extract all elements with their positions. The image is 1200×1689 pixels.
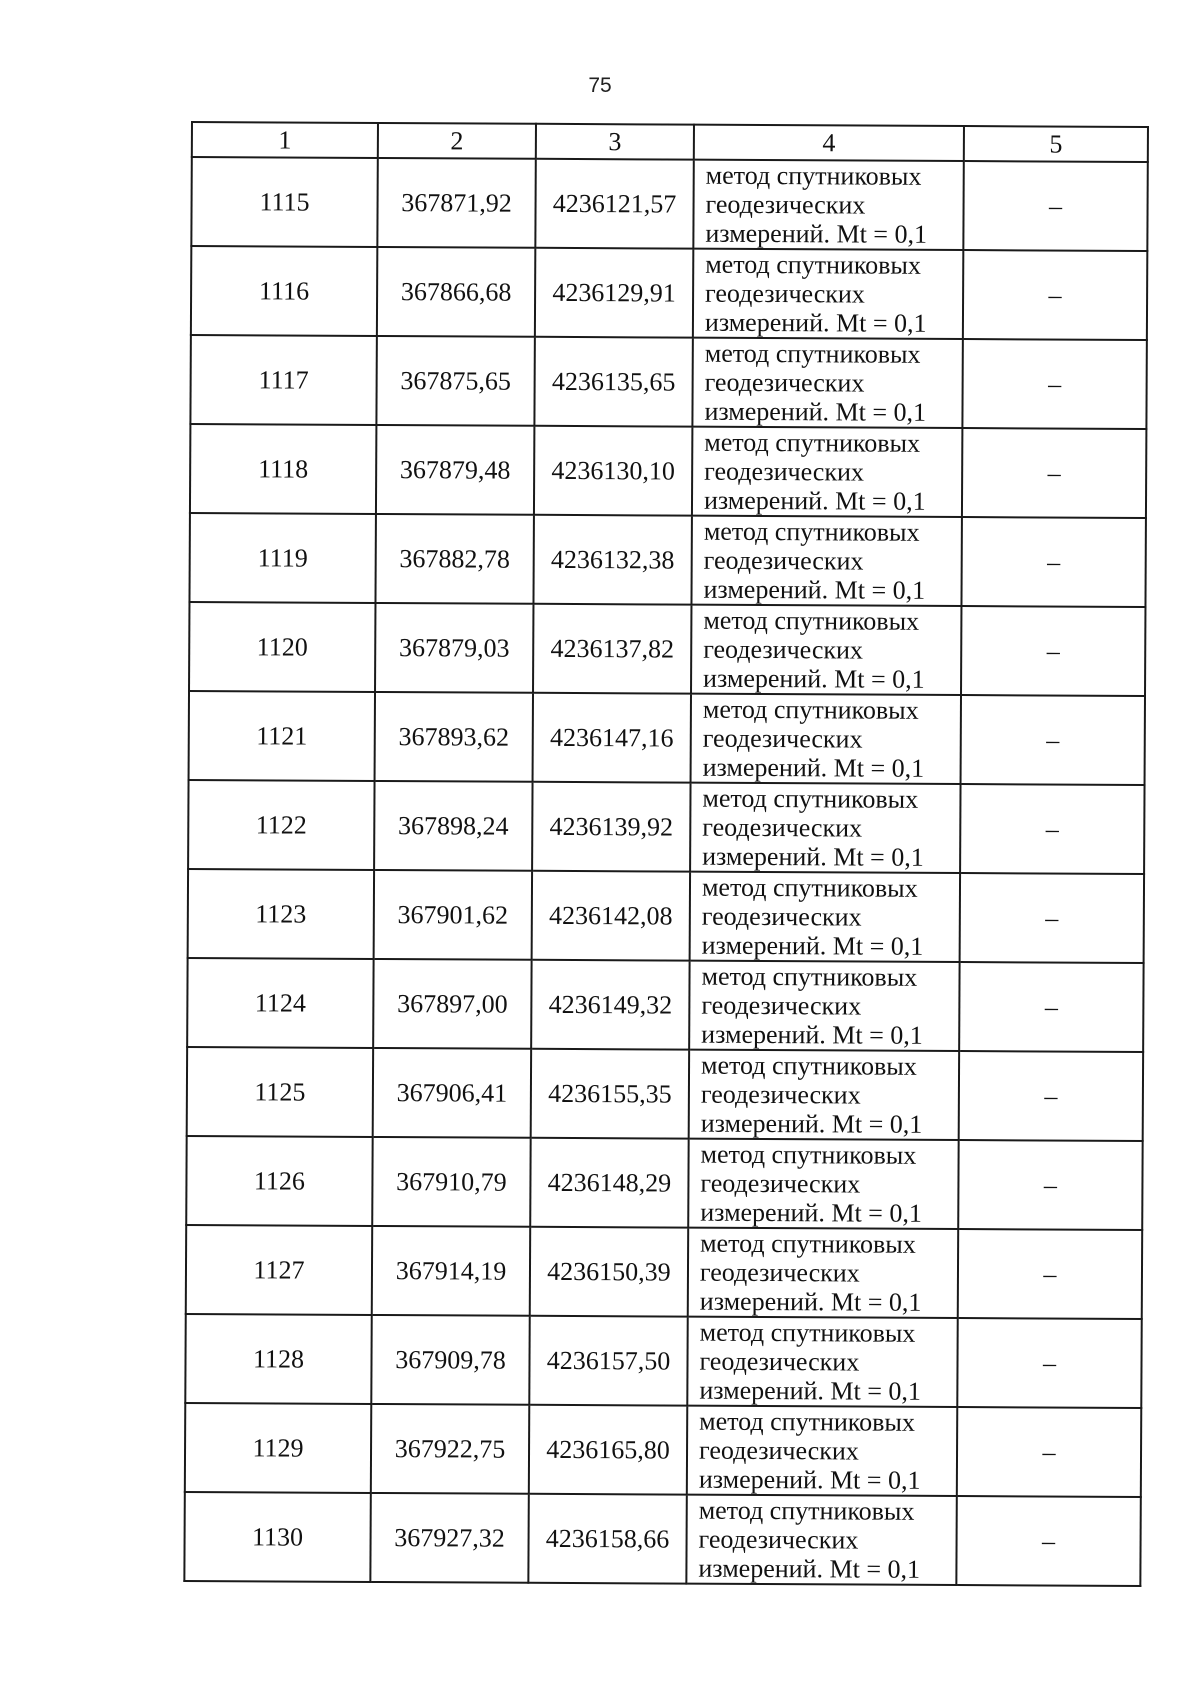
x-coordinate-cell: 367906,41 [373,1048,531,1138]
method-cell [691,516,961,606]
method-line: геодезических [703,545,864,576]
method-line: измерений. Mt = 0,1 [704,307,927,338]
table-row [189,691,1145,785]
x-coordinate-cell: 367882,78 [375,514,533,604]
point-number-cell: 1116 [191,246,377,336]
method-cell [691,605,961,695]
method-line: метод спутниковых [703,605,920,636]
y-coordinate-cell: 4236147,16 [533,693,691,783]
note-cell: – [961,695,1145,785]
table-row [185,1314,1141,1408]
point-number-cell: 1126 [186,1136,372,1226]
y-coordinate-cell: 4236139,92 [532,782,690,872]
point-number-cell: 1125 [187,1047,373,1137]
point-number-cell: 1121 [189,691,375,781]
table-row [187,958,1143,1052]
point-number-cell: 1124 [187,958,373,1048]
table-row [190,335,1146,429]
point-number-cell: 1127 [186,1225,372,1315]
method-line: измерений. Mt = 0,1 [698,1464,921,1495]
y-coordinate-cell: 4236130,10 [534,426,692,516]
note-cell: – [961,606,1145,696]
method-cell [688,1228,958,1318]
method-line: измерений. Mt = 0,1 [702,752,925,783]
point-number-cell: 1117 [190,335,376,425]
table-row [184,1492,1140,1586]
point-number-cell: 1115 [191,157,377,247]
y-coordinate-cell: 4236155,35 [531,1049,689,1139]
method-line: метод спутниковых [699,1317,916,1348]
table-row [189,602,1145,696]
method-line: геодезических [701,990,862,1021]
column-header-5: 5 [964,126,1148,162]
method-line: измерений. Mt = 0,1 [701,930,924,961]
y-coordinate-cell: 4236149,32 [531,960,689,1050]
note-cell: – [962,339,1146,429]
table-row [190,424,1146,518]
table-row [186,1136,1142,1230]
method-cell [692,427,962,517]
method-line: геодезических [698,1435,859,1466]
method-line: геодезических [699,1257,860,1288]
method-cell [693,249,963,339]
method-cell [687,1406,957,1496]
table-row [191,246,1147,340]
method-line: геодезических [700,1168,861,1199]
table-row [188,869,1144,963]
y-coordinate-cell: 4236121,57 [535,159,693,249]
table-row [188,780,1144,874]
method-line: измерений. Mt = 0,1 [703,485,926,516]
x-coordinate-cell: 367879,48 [376,425,534,515]
page-number: 75 [588,74,612,97]
method-line: метод спутниковых [702,694,919,725]
method-line: геодезических [699,1346,860,1377]
x-coordinate-cell: 367866,68 [377,247,535,337]
note-cell: – [961,517,1145,607]
x-coordinate-cell: 367927,32 [370,1493,528,1583]
note-cell: – [963,250,1147,340]
method-line: геодезических [702,812,863,843]
column-header-2: 2 [378,123,536,159]
method-line: геодезических [704,367,865,398]
method-cell [692,338,962,428]
method-line: геодезических [703,634,864,665]
method-cell [688,1139,958,1229]
coordinates-table [183,121,1149,1587]
method-line: метод спутниковых [702,783,919,814]
method-line: геодезических [705,189,866,220]
x-coordinate-cell: 367879,03 [375,603,533,693]
table-row [191,157,1147,251]
method-line: измерений. Mt = 0,1 [703,574,926,605]
x-coordinate-cell: 367922,75 [371,1404,529,1494]
y-coordinate-cell: 4236148,29 [530,1138,688,1228]
method-line: метод спутниковых [705,249,922,280]
method-cell [687,1317,957,1407]
x-coordinate-cell: 367871,92 [377,158,535,248]
method-line: геодезических [698,1524,859,1555]
y-coordinate-cell: 4236150,39 [530,1227,688,1317]
method-line: метод спутниковых [698,1495,915,1526]
point-number-cell: 1118 [190,424,376,514]
method-line: метод спутниковых [700,1228,916,1259]
method-cell [693,160,963,250]
point-number-cell: 1128 [185,1314,371,1404]
method-line: измерений. Mt = 0,1 [702,841,924,872]
point-number-cell: 1122 [188,780,374,870]
method-line: метод спутниковых [701,961,918,992]
column-header-1: 1 [192,122,378,158]
method-cell [690,783,960,873]
method-line: метод спутниковых [700,1139,917,1170]
note-cell: – [960,784,1144,874]
method-line: измерений. Mt = 0,1 [699,1286,922,1317]
x-coordinate-cell: 367893,62 [375,692,533,782]
y-coordinate-cell: 4236137,82 [533,604,691,694]
table-row [189,513,1145,607]
method-line: измерений. Mt = 0,1 [701,1019,923,1050]
method-line: измерений. Mt = 0,1 [699,1375,922,1406]
method-cell [689,1050,959,1140]
method-line: метод спутниковых [704,427,921,458]
table-row [185,1403,1141,1497]
note-cell: – [956,1496,1140,1586]
x-coordinate-cell: 367898,24 [374,781,532,871]
header-row [192,122,1148,162]
method-line: геодезических [705,278,865,309]
method-line: измерений. Mt = 0,1 [705,218,928,249]
x-coordinate-cell: 367875,65 [376,336,534,426]
y-coordinate-cell: 4236132,38 [533,515,691,605]
table-body [184,157,1147,1586]
x-coordinate-cell: 367909,78 [371,1315,529,1405]
y-coordinate-cell: 4236165,80 [529,1405,687,1495]
y-coordinate-cell: 4236158,66 [528,1494,686,1584]
column-header-3: 3 [536,124,694,160]
method-cell [691,694,961,784]
method-line: геодезических [700,1079,861,1110]
note-cell: – [962,428,1146,518]
column-header-4: 4 [694,125,964,161]
point-number-cell: 1119 [189,513,375,603]
method-line: метод спутниковых [705,160,922,191]
y-coordinate-cell: 4236142,08 [532,871,690,961]
x-coordinate-cell: 367901,62 [374,870,532,960]
note-cell: – [963,161,1147,251]
y-coordinate-cell: 4236157,50 [529,1316,687,1406]
method-line: геодезических [702,723,863,754]
note-cell: – [957,1318,1141,1408]
method-cell [686,1495,956,1585]
method-line: метод спутниковых [704,338,921,369]
point-number-cell: 1129 [185,1403,371,1493]
y-coordinate-cell: 4236129,91 [535,248,693,338]
method-cell [689,961,959,1051]
point-number-cell: 1130 [184,1492,370,1582]
y-coordinate-cell: 4236135,65 [534,337,692,427]
method-line: измерений. Mt = 0,1 [704,396,927,427]
note-cell: – [958,1229,1142,1319]
method-line: метод спутниковых [701,872,918,903]
method-line: измерений. Mt = 0,1 [698,1553,921,1584]
method-cell [690,872,960,962]
x-coordinate-cell: 367914,19 [372,1226,530,1316]
method-line: геодезических [701,901,862,932]
point-number-cell: 1120 [189,602,375,692]
note-cell: – [960,873,1144,963]
method-line: метод спутниковых [703,516,920,547]
x-coordinate-cell: 367897,00 [373,959,531,1049]
point-number-cell: 1123 [188,869,374,959]
method-line: измерений. Mt = 0,1 [700,1108,923,1139]
note-cell: – [957,1407,1141,1497]
note-cell: – [959,1051,1143,1141]
note-cell: – [959,962,1143,1052]
table-row [186,1225,1142,1319]
table-header [192,122,1148,162]
table-row [187,1047,1143,1141]
method-line: метод спутниковых [699,1406,915,1437]
method-line: измерений. Mt = 0,1 [700,1197,922,1228]
method-line: метод спутниковых [700,1050,917,1081]
method-line: измерений. Mt = 0,1 [703,663,925,694]
method-line: геодезических [704,456,864,487]
x-coordinate-cell: 367910,79 [372,1137,530,1227]
note-cell: – [958,1140,1142,1230]
